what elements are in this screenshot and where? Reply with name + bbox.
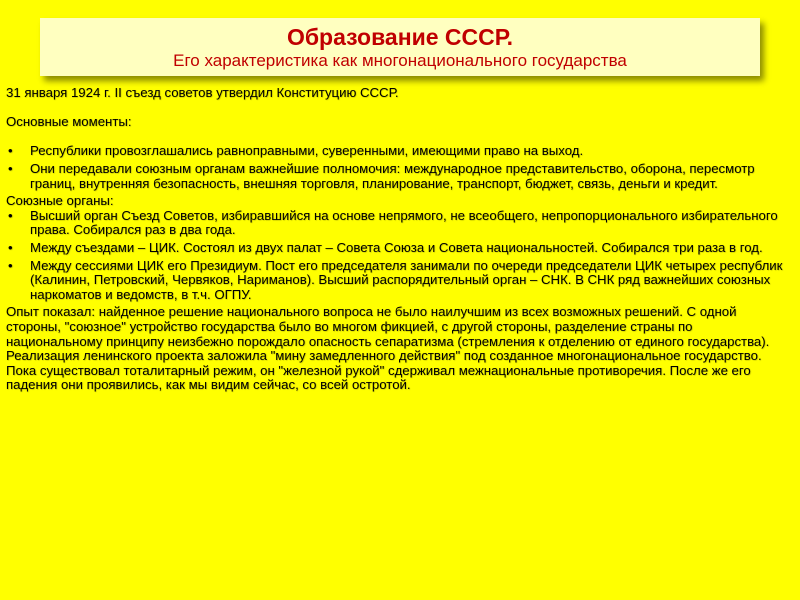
bullet-icon: • <box>8 239 13 255</box>
organs-list <box>6 209 792 303</box>
intro-text: 31 января 1924 г. II съезд советов утвердил Конституцию СССР. <box>6 85 399 100</box>
list-item <box>6 241 792 256</box>
list-item-text: Республики провозглашались равноправными, суверенными, имеющими право на выход. <box>30 143 584 159</box>
bullet-icon: • <box>8 207 13 223</box>
list-item-text: Они передавали союзным органам важнейшие полномочия: международное представительство, оборона, пересмотр границ, внутренняя безопасность, внешняя торговля, планирование, транспорт, бюджет, связь, деньги и кредит. <box>30 160 755 191</box>
list-item <box>6 162 792 191</box>
organs-heading: Союзные органы: <box>6 193 114 209</box>
spacer <box>6 130 792 145</box>
main-points-heading: Основные моменты: <box>6 114 132 130</box>
spacer <box>6 101 792 116</box>
slide-title: Образование СССР. <box>286 24 514 50</box>
slide-body <box>6 86 792 393</box>
slide-subtitle: Его характеристика как многонационального государства <box>173 51 627 70</box>
main-points-list <box>6 144 792 191</box>
list-item-text: Между съездами – ЦИК. Состоял из двух палат – Совета Союза и Совета национальностей. Собирался три раза в год. <box>30 239 763 255</box>
bullet-icon: • <box>8 160 13 176</box>
list-item-text: Между сессиями ЦИК его Президиум. Пост его председателя занимали по очереди председатели ЦИК четырех республик (Калинин, Петровский, Червяков, Нариманов). Высший распорядительный орган – СНК. В СНК ряд важнейших союзных наркоматов и ведомств, в т.ч. ОГПУ. <box>30 257 783 302</box>
bullet-icon: • <box>8 143 13 159</box>
title-box <box>40 18 760 76</box>
conclusion-text: Опыт показал: найденное решение национального вопроса не было наилучшим из всех возможных решений. С одной стороны, "союзное" устройство государства было во многом фикцией, с другой стороны, разделение страны по национальному принципу неизбежно порождало опасность сепаратизма (стремления к отделению от единого государства). Реализация ленинского проекта заложила "мину замедленного действия" под созданное многонациональное государство. Пока существовал тоталитарный режим, он "железной рукой" сдерживал межнациональные противоречия. После же его падения они проявились, как мы видим сейчас, со всей остротой. <box>6 304 770 393</box>
bullet-icon: • <box>8 257 13 273</box>
list-item-text: Высший орган Съезд Советов, избиравшийся на основе непрямого, не всеобщего, непропорционального избирательного права. Собирался раз в два года. <box>30 207 778 238</box>
list-item <box>6 209 792 238</box>
list-item <box>6 259 792 303</box>
list-item <box>6 144 792 159</box>
